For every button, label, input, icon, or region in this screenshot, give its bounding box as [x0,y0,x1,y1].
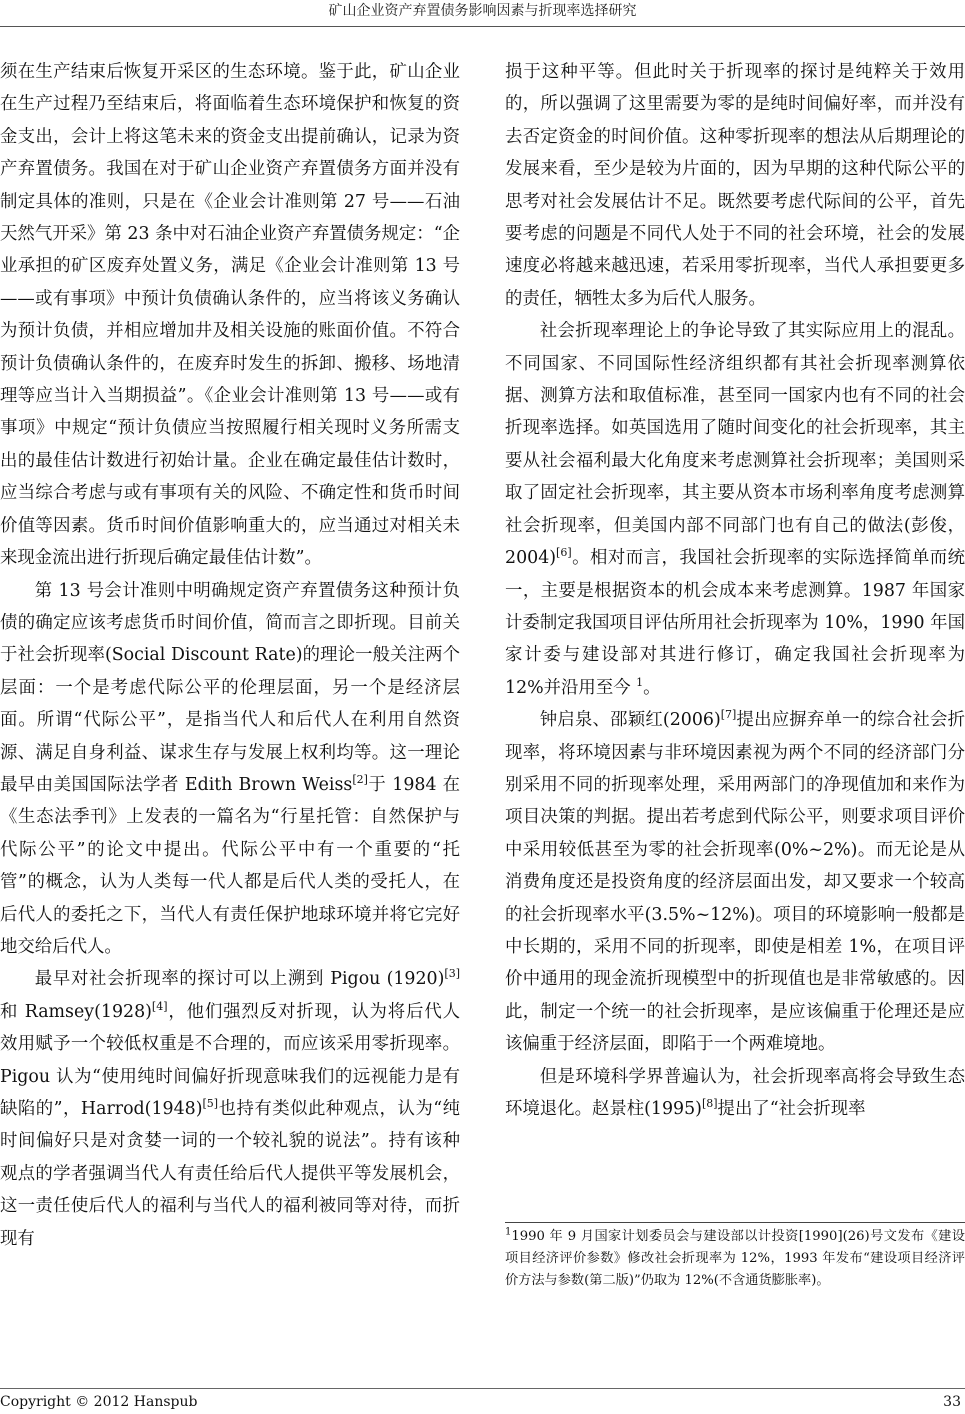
running-header: 矿山企业资产弃置债务影响因素与折现率选择研究 [328,3,637,19]
paragraph-text: 和 Ramsey(1928) [0,1001,152,1022]
paragraph-text: 但是环境科学界普遍认为，社会折现率高将会导致生态环境退化。赵景柱(1995) [505,1066,965,1119]
paragraph-text: 。 [643,677,661,698]
header-rule [0,26,965,27]
paragraph-text: 第 13 号会计准则中明确规定资产弃置债务这种预计负债的确定应该考虑货币时间价值，简而言之即折现。目前关于社会折现率(Social Discount Rate)的理论一般关注两个层面：一个是考虑代际公平的伦理层面，另一个是经济层面。所谓“代际公平”，是指当代人和后代人在利用自然资源、满足自身利益、谋求生存与发展上权利均等。这一理论最早由美国国际法学者 Edith Brown Weiss [0,580,460,795]
paragraph-text: 损于这种平等。但此时关于折现率的探讨是纯粹关于效用的，所以强调了这里需要为零的是纯时间偏好率，而并没有去否定资金的时间价值。这种零折现率的想法从后期理论的发展来看，至少是较为片面的，因为早期的这种代际公平的思考对社会发展估计不足。既然要考虑代际间的公平，首先要考虑的问题是不同代人处于不同的社会环境，社会的发展速度必将越来越迅速，若采用零折现率，当代人承担要更多的责任，牺牲太多为后代人服务。 [505,62,965,309]
footer-rule [0,1388,965,1389]
citation-ref[interactable]: [5] [202,1097,219,1111]
footnote-text: 1990 年 9 月国家计划委员会与建设部以计投资[1990](26)号文发布《建设项目经济评价参数》修改社会折现率为 12%，1993 年发布“建设项目经济评价方法与参数(第二版)”仍取为 12%(不含通货膨胀率)。 [505,1229,965,1288]
footnote [505,1226,965,1292]
footnote-rule [505,1222,965,1223]
paragraph [505,704,965,1060]
citation-ref[interactable]: [4] [151,999,168,1013]
citation-ref[interactable]: [3] [444,967,460,981]
paragraph-text: 钟启泉、邵颖红(2006) [539,710,721,731]
citation-ref[interactable]: [6] [556,546,572,560]
citation-ref[interactable]: [8] [701,1097,718,1111]
paragraph [0,56,460,575]
paragraph-text: 也持有类似此种观点，认为“纯时间偏好只是对贪婪一词的一个较礼貌的说法”。持有该种观点的学者强调当代人有责任给后代人提供平等发展机会，这一责任使后代人的福利与当代人的福利被同等对待，而折现有 [0,1099,460,1249]
paragraph-text: 于 1984 在《生态法季刊》上发表的一篇名为“行星托管：自然保护与代际公平”的论文中提出。代际公平中有一个重要的“托管”的概念，认为人类每一代人都是后代人类的受托人，在后代人的委托之下，当代人有责任保护地球环境并将它完好地交给后代人。 [0,774,460,957]
paragraph-text: 须在生产结束后恢复开采区的生态环境。鉴于此，矿山企业在生产过程乃至结束后，将面临着生态环境保护和恢复的资金支出，会计上将这笔未来的资金支出提前确认，记录为资产弃置债务。我国在对于矿山企业资产弃置债务方面并没有制定具体的准则，只是在《企业会计准则第 27 号——石油天然气开采》第 23 条中对石油企业资产弃置债务规定：“企业承担的矿区废弃处置义务，满足《企业会计准则第 13 号——或有事项》中预计负债确认条件的，应当将该义务确认为预计负债，并相应增加井及相关设施的账面价值。不符合预计负债确认条件的，在废弃时发生的拆卸、搬移、场地清理等应当计入当期损益”。《企业会计准则第 13 号——或有事项》中规定“预计负债应当按照履行相关现时义务所需支出的最佳估计数进行初始计量。企业在确定最佳估计数时，应当综合考虑与或有事项有关的风险、不确定性和货币时间价值等因素。货币时间价值影响重大的，应当通过对相关未来现金流出进行折现后确定最佳估计数”。 [0,62,460,569]
paragraph [505,315,965,704]
paragraph [505,56,965,315]
left-column [0,56,460,1255]
paragraph-text: ，他们强烈反对折现，认为将后代人效用赋予一个较低权重是不合理的，而应该采用零折现率。Pigou 认为“使用纯时间偏好折现意味我们的远视能力是有缺陷的”，Harrod(1948) [0,1001,460,1119]
paragraph-text: 提出应摒弃单一的综合社会折现率，将环境因素与非环境因素视为两个不同的经济部门分别采用不同的折现率处理，采用两部门的净现值加和来作为项目决策的判据。提出若考虑到代际公平，则要求项目评价中采用较低甚至为零的社会折现率(0%~2%)。而无论是从消费角度还是投资角度的经济层面出发，却又要求一个较高的社会折现率水平(3.5%~12%)。项目的环境影响一般都是中长期的，采用不同的折现率，即使是相差 1%，在项目评价中通用的现金流折现模型中的折现值也是非常敏感的。因此，制定一个统一的社会折现率，是应该偏重于伦理还是应该偏重于经济层面，即陷于一个两难境地。 [505,710,965,1055]
copyright-notice: Copyright © 2012 Hanspub [0,1394,198,1410]
paragraph-text: 社会折现率理论上的争论导致了其实际应用上的混乱。不同国家、不同国际性经济组织都有其社会折现率测算依据、测算方法和取值标准，甚至同一国家内也有不同的社会折现率选择。如英国选用了随时间变化的社会折现率，其主要从社会福利最大化角度来考虑测算社会折现率；美国则采取了固定社会折现率，其主要从资本市场利率角度考虑测算社会折现率，但美国内部不同部门也有自己的做法(彭俊，2004) [505,321,965,569]
citation-ref[interactable]: [7] [720,708,737,722]
paragraph-text: 最早对社会折现率的探讨可以上溯到 Pigou (1920) [34,969,445,990]
footnote-ref[interactable]: 1 [636,675,644,689]
paragraph-text: 。相对而言，我国社会折现率的实际选择简单而统一，主要是根据资本的机会成本来考虑测算。1987 年国家计委制定我国项目评估所用社会折现率为 10%，1990 年国家计委与建设部对其进行修订，确定我国社会折现率为 12%并沿用至今 [505,548,965,698]
paragraph [0,963,460,1255]
paragraph [505,1061,965,1126]
page-number: 33 [943,1394,961,1410]
right-column [505,56,965,1125]
paragraph [0,575,460,964]
paragraph-text: 提出了“社会折现率 [717,1099,866,1119]
footnote-mark: 1 [505,1226,512,1238]
citation-ref[interactable]: [2] [352,773,368,787]
